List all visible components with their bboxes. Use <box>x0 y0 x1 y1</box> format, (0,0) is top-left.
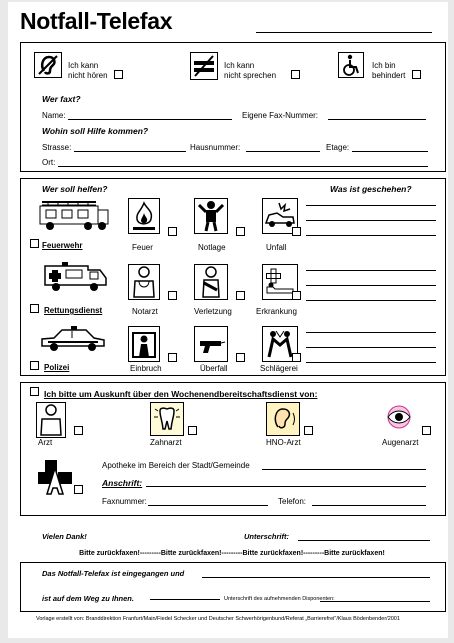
own-fax-label: Eigene Fax-Nummer: <box>242 111 319 120</box>
ambulance-service-label: Rettungsdienst <box>44 306 103 315</box>
pharmacy-fax-field[interactable] <box>148 505 268 506</box>
mute-checkbox[interactable] <box>291 70 300 79</box>
accident-checkbox[interactable] <box>292 227 301 236</box>
mute-label: Ich kann nicht sprechen <box>224 61 277 80</box>
wheelchair-icon <box>338 52 364 78</box>
police-label: Polizei <box>44 363 70 372</box>
ambulance-icon <box>42 260 108 292</box>
receipt-field-1[interactable] <box>202 577 430 578</box>
doctor-icon <box>128 264 160 300</box>
handicap-checkbox[interactable] <box>412 70 421 79</box>
accident-label: Unfall <box>266 243 287 252</box>
weekend-heading: Ich bitte um Auskunft über den Wochenendbereitschaftsdienst von: <box>44 389 318 399</box>
ent-label: HNO-Arzt <box>266 438 301 447</box>
pharmacy-phone-field[interactable] <box>312 505 426 506</box>
city-field[interactable] <box>58 166 428 167</box>
pharmacy-checkbox[interactable] <box>74 485 83 494</box>
fire-truck-icon <box>38 196 110 232</box>
robbery-icon <box>194 326 228 362</box>
what-line-6[interactable] <box>306 300 436 301</box>
name-field[interactable] <box>68 119 232 120</box>
what-line-3[interactable] <box>306 235 436 236</box>
emergency-checkbox[interactable] <box>236 227 245 236</box>
doctor-general-icon <box>36 402 66 438</box>
doctor-checkbox[interactable] <box>74 426 83 435</box>
what-line-5[interactable] <box>306 285 436 286</box>
street-field[interactable] <box>74 151 186 152</box>
weekend-box <box>20 382 446 516</box>
who-faxes-heading: Wer faxt? <box>42 94 81 104</box>
title-underline <box>256 32 432 33</box>
dispatcher-signature-note: Unterschrift des aufnehmenden Disponenten: <box>224 596 335 602</box>
illness-checkbox[interactable] <box>292 291 301 300</box>
ophthalmologist-checkbox[interactable] <box>422 426 431 435</box>
burglary-checkbox[interactable] <box>168 353 177 362</box>
police-checkbox[interactable] <box>30 361 39 370</box>
dentist-label: Zahnarzt <box>150 438 182 447</box>
dispatcher-signature-field[interactable] <box>320 601 430 602</box>
deaf-label: Ich kann nicht hören <box>68 61 108 80</box>
floor-field[interactable] <box>352 151 428 152</box>
emergency-doctor-label: Notarzt <box>132 307 158 316</box>
fire-checkbox[interactable] <box>168 227 177 236</box>
floor-label: Etage: <box>326 143 350 152</box>
burglary-label: Einbruch <box>130 364 162 373</box>
fax-form <box>8 2 448 638</box>
what-happened-heading: Was ist geschehen? <box>330 184 412 194</box>
pharmacy-phone-label: Telefon: <box>278 497 307 506</box>
ent-checkbox[interactable] <box>304 426 313 435</box>
fire-label: Feuer <box>132 243 153 252</box>
receipt-signature-short[interactable] <box>150 599 220 600</box>
street-label: Strasse: <box>42 143 72 152</box>
what-line-9[interactable] <box>306 362 436 363</box>
footer-credit: Vorlage erstellt von: Branddirektion Franfurt/Main/Fiedel Schecker und Deutscher Schwerhörigenbund/Referat „Barrierefrei"/Klaus Bödenbender/2001 <box>36 616 400 622</box>
doctor-label: Arzt <box>38 438 53 447</box>
brawl-checkbox[interactable] <box>292 353 301 362</box>
mute-icon <box>190 52 218 80</box>
emergency-label: Notlage <box>198 243 226 252</box>
receipt-line-2: ist auf dem Weg zu Ihnen. <box>42 594 134 603</box>
pharmacy-city-field[interactable] <box>262 469 426 470</box>
police-car-icon <box>38 322 108 354</box>
pharmacy-icon <box>36 458 74 496</box>
who-helps-heading: Wer soll helfen? <box>42 184 108 194</box>
eye-icon <box>382 404 416 434</box>
deaf-checkbox[interactable] <box>114 70 123 79</box>
signature-field[interactable] <box>298 540 430 541</box>
emergency-doctor-checkbox[interactable] <box>168 291 177 300</box>
ear-icon <box>266 402 300 436</box>
what-line-2[interactable] <box>306 220 436 221</box>
illness-label: Erkrankung <box>256 307 297 316</box>
signature-label: Unterschrift: <box>244 532 290 541</box>
injury-checkbox[interactable] <box>236 291 245 300</box>
brawl-label: Schlägerei <box>260 364 298 373</box>
weekend-checkbox[interactable] <box>30 387 39 396</box>
robbery-label: Überfall <box>200 364 228 373</box>
city-label: Ort: <box>42 158 56 167</box>
address-field[interactable] <box>146 486 426 487</box>
ophthalmologist-label: Augenarzt <box>382 438 419 447</box>
pharmacy-text: Apotheke im Bereich der Stadt/Gemeinde <box>102 461 250 470</box>
ambulance-service-checkbox[interactable] <box>30 304 39 313</box>
handicap-label: Ich bin behindert <box>372 61 406 80</box>
what-line-8[interactable] <box>306 347 436 348</box>
injury-label: Verletzung <box>194 307 232 316</box>
what-line-1[interactable] <box>306 205 436 206</box>
injury-icon <box>194 264 228 300</box>
emergency-person-icon <box>194 198 228 234</box>
where-heading: Wohin soll Hilfe kommen? <box>42 126 149 136</box>
what-line-4[interactable] <box>306 270 436 271</box>
thanks-text: Vielen Dank! <box>42 532 87 541</box>
receipt-line-1: Das Notfall-Telefax ist eingegangen und <box>42 569 185 578</box>
name-label: Name: <box>42 111 66 120</box>
dentist-checkbox[interactable] <box>188 426 197 435</box>
house-number-field[interactable] <box>246 151 320 152</box>
address-label: Anschrift: <box>102 478 143 488</box>
fire-brigade-label: Feuerwehr <box>42 241 83 250</box>
form-title: Notfall-Telefax <box>20 8 173 34</box>
pharmacy-fax-label: Faxnummer: <box>102 497 147 506</box>
robbery-checkbox[interactable] <box>236 353 245 362</box>
tooth-icon <box>150 402 184 436</box>
burglary-icon <box>128 326 160 362</box>
what-line-7[interactable] <box>306 332 436 333</box>
deaf-icon <box>34 52 62 78</box>
house-number-label: Hausnummer: <box>190 143 241 152</box>
fire-brigade-checkbox[interactable] <box>30 239 39 248</box>
return-banner: Bitte zurückfaxen!---------Bitte zurückfaxen!---------Bitte zurückfaxen!---------Bitte zurückfaxen! <box>79 550 385 557</box>
own-fax-field[interactable] <box>328 119 426 120</box>
fire-icon <box>128 198 160 234</box>
